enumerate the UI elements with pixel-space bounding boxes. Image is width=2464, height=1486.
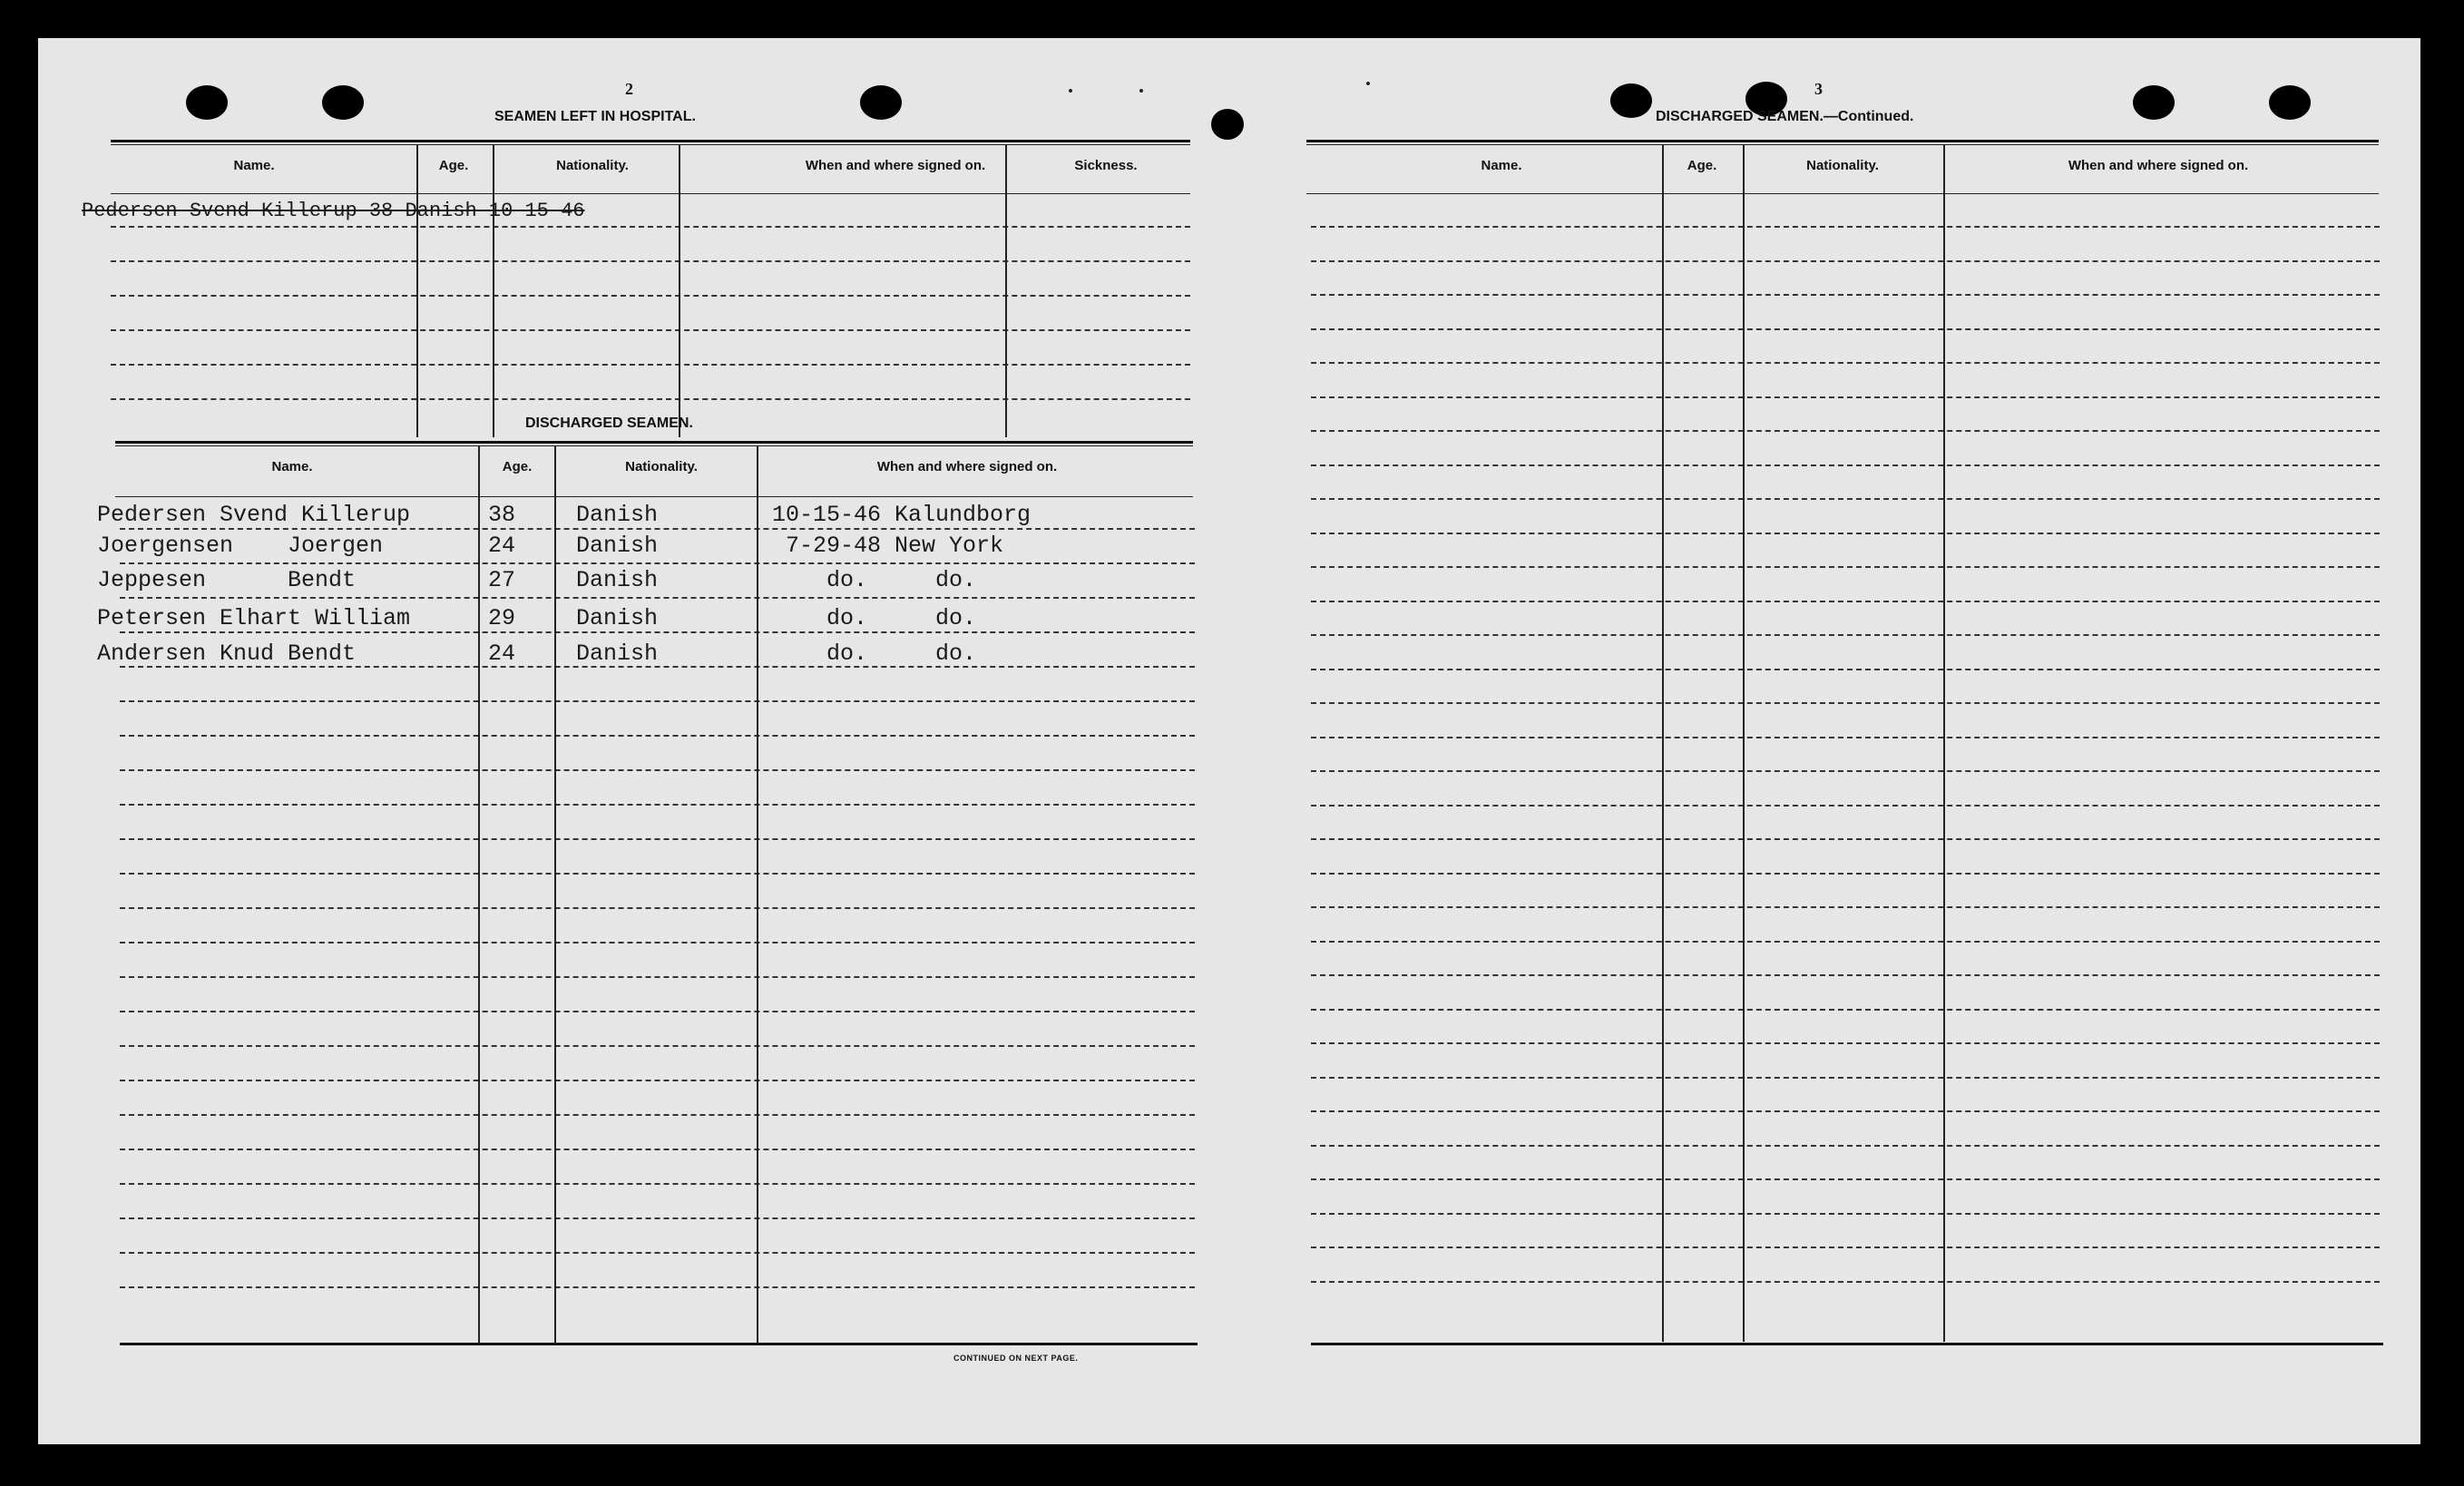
row-name: Jeppesen Bendt (97, 567, 357, 593)
row-age: 24 (488, 533, 516, 559)
ruling-line (120, 528, 1195, 530)
punch-hole (860, 85, 902, 120)
row-name: Andersen Knud Bendt (97, 640, 357, 667)
ruling-line (120, 976, 1195, 978)
ruling-line (1311, 737, 2380, 738)
ruling-line (1311, 1077, 2380, 1079)
ruling-line (111, 329, 1190, 331)
document-sheet (38, 38, 2420, 1444)
right-section-title: DISCHARGED SEAMEN.—Continued. (1656, 109, 1914, 124)
ruling-line (1311, 328, 2380, 330)
punch-hole (1211, 109, 1244, 140)
ruling-line (120, 631, 1195, 633)
ruling-line (1311, 669, 2380, 670)
ruling-line (111, 226, 1190, 228)
ruling-line (1311, 1213, 2380, 1215)
row-age: 29 (488, 605, 516, 631)
row-age: 24 (488, 640, 516, 667)
ruling-line (120, 597, 1195, 599)
ruling-line (1311, 1145, 2380, 1147)
ruling-line (120, 942, 1195, 943)
speck (1069, 89, 1072, 93)
row-nationality: Danish (576, 533, 659, 559)
speck (1139, 89, 1143, 93)
ruling-line (120, 700, 1195, 702)
ruling-line (120, 1217, 1195, 1219)
cont-col-name: Name. (1481, 158, 1522, 173)
row-name: Joergensen Joergen (97, 533, 384, 559)
row-nationality: Danish (576, 502, 659, 528)
discharged-col-nationality: Nationality. (625, 459, 698, 474)
discharged-col-name: Name. (271, 459, 313, 474)
cont-col-signed-on: When and where signed on. (2068, 158, 2249, 173)
ruling-line (1311, 294, 2380, 296)
ruling-line (1311, 498, 2380, 500)
row-signed-on: do. do. (772, 605, 977, 631)
row-signed-on: 7-29-48 New York (772, 533, 1004, 559)
ruling-line (1311, 906, 2380, 908)
ruling-line (120, 1045, 1195, 1047)
hospital-col-name: Name. (233, 158, 275, 173)
continued-footer: CONTINUED ON NEXT PAGE. (953, 1354, 1079, 1363)
ruling-line (120, 873, 1195, 875)
ruling-line (120, 838, 1195, 840)
row-signed-on: 10-15-46 Kalundborg (772, 502, 1032, 528)
row-signed-on: do. do. (772, 640, 977, 667)
ruling-line (1311, 226, 2380, 228)
ruling-line (120, 1114, 1195, 1116)
hospital-col-signed-on: When and where signed on. (805, 158, 986, 173)
ruling-line (1311, 1009, 2380, 1011)
ruling-line (120, 804, 1195, 806)
ruling-line (1311, 1042, 2380, 1044)
punch-hole (186, 85, 228, 120)
ruling-line (1311, 770, 2380, 772)
hospital-col-nationality: Nationality. (556, 158, 629, 173)
ruling-line (1311, 362, 2380, 364)
ruling-line (1311, 566, 2380, 568)
row-name: Pedersen Svend Killerup (97, 502, 411, 528)
punch-hole (1610, 83, 1652, 118)
ruling-line (1311, 1246, 2380, 1248)
ruling-line (111, 364, 1190, 366)
row-nationality: Danish (576, 605, 659, 631)
ruling-line (1311, 396, 2380, 398)
cont-col-nationality: Nationality. (1806, 158, 1879, 173)
ruling-line (111, 398, 1190, 400)
hospital-crossed-entry: Pedersen Svend Killerup 38 Danish 10-15-46 (82, 200, 585, 222)
hospital-col-age: Age. (438, 158, 469, 173)
ruling-line (1311, 533, 2380, 534)
ruling-line (120, 1080, 1195, 1081)
ruling-line (1311, 464, 2380, 466)
ruling-line (120, 1011, 1195, 1012)
ruling-line (120, 735, 1195, 737)
ruling-line (1311, 1110, 2380, 1112)
row-name: Petersen Elhart William (97, 605, 411, 631)
cont-col-age: Age. (1687, 158, 1717, 173)
right-page-number: 3 (1814, 80, 1823, 98)
ruling-line (120, 1252, 1195, 1254)
row-signed-on: do. do. (772, 567, 977, 593)
punch-hole (2269, 85, 2311, 120)
ruling-line (111, 295, 1190, 297)
ruling-line (1311, 601, 2380, 602)
ruling-line (120, 1183, 1195, 1185)
ruling-line (1311, 974, 2380, 976)
discharged-col-signed-on: When and where signed on. (876, 459, 1058, 474)
ruling-line (1311, 941, 2380, 943)
ruling-line (120, 769, 1195, 771)
hospital-section-title: SEAMEN LEFT IN HOSPITAL. (494, 109, 696, 124)
ruling-line (120, 1286, 1195, 1288)
row-nationality: Danish (576, 640, 659, 667)
ruling-line (1311, 805, 2380, 807)
left-page-number: 2 (625, 80, 633, 98)
ruling-line (1311, 838, 2380, 840)
ruling-line (1311, 873, 2380, 875)
punch-hole (322, 85, 364, 120)
ruling-line (1311, 430, 2380, 432)
ruling-line (120, 562, 1195, 564)
punch-hole (2133, 85, 2175, 120)
hospital-col-sickness: Sickness. (1074, 158, 1138, 173)
ruling-line (1311, 702, 2380, 704)
ruling-line (1311, 1281, 2380, 1283)
ruling-line (1311, 1178, 2380, 1180)
speck (1366, 82, 1370, 85)
discharged-section-title: DISCHARGED SEAMEN. (525, 415, 693, 431)
row-nationality: Danish (576, 567, 659, 593)
ruling-line (1311, 634, 2380, 636)
discharged-col-age: Age. (502, 459, 533, 474)
ruling-line (1311, 260, 2380, 262)
ruling-line (111, 260, 1190, 262)
ruling-line (120, 1149, 1195, 1150)
row-age: 38 (488, 502, 516, 528)
row-age: 27 (488, 567, 516, 593)
ruling-line (120, 907, 1195, 909)
